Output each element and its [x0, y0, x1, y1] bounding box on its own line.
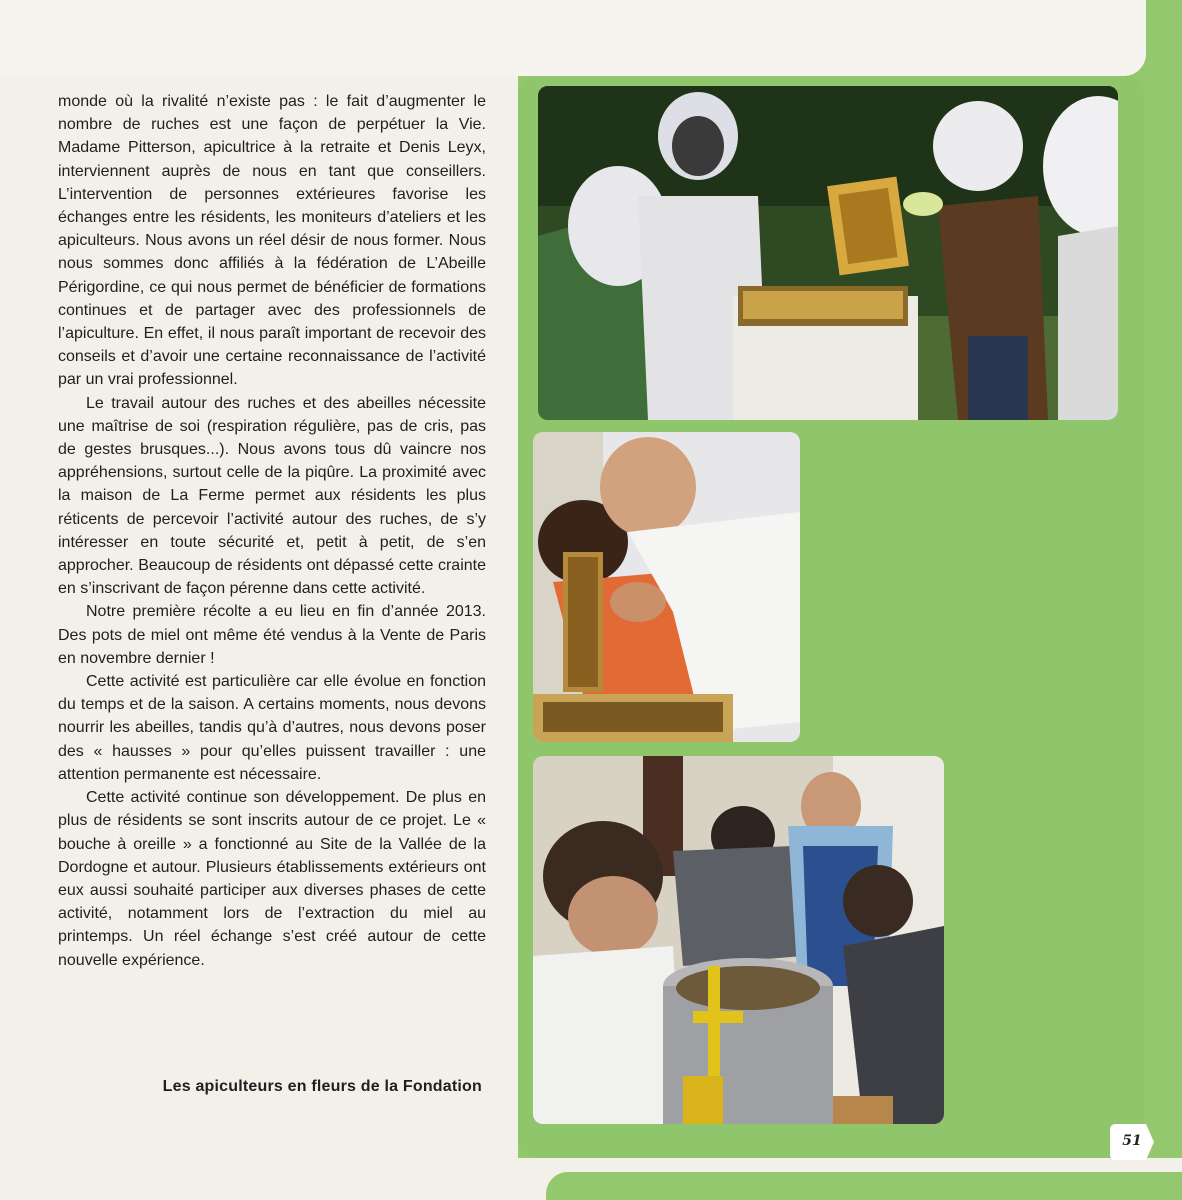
paragraph: Cette activité continue son développement. De plus en plus de résidents se sont inscrits autour de ce projet. Le « bouche à oreille » a fonctionné au Site de la Vallée de la Dordogne et autour. Plusieurs établissements extérieurs ont eux aussi souhaité participer aux diverses phases de cette activité, notamment lors de l’extraction du miel au printemps. Un réel échange s’est créé autour de cette nouvelle expérience.: [58, 789, 486, 969]
paragraph: monde où la rivalité n’existe pas : le fait d’augmenter le nombre de ruches est une façon de perpétuer la Vie. Madame Pitterson, apicultrice à la retraite et Denis Leyx, interviennent auprès de nous en tant que conseillers. L’intervention de personnes extérieures favorise les échanges entre les résidents, les moniteurs d’ateliers et les apiculteurs. Nous avons un réel désir de nous former. Nous nous sommes donc affiliés à la fédération de L’Abeille Périgordine, ce qui nous permet de bénéficier de formations continues et de partager avec des professionnels de l’apiculture. En effet, il nous paraît important de recevoir des conseils et d’avoir une certaine reconnaissance de l’activité par un vrai professionnel.: [58, 93, 486, 389]
paragraph: Le travail autour des ruches et des abeilles nécessite une maîtrise de soi (respiration régulière, pas de cris, pas de gestes brusques...). Nous avons tous dû vaincre nos appréhensions, surtout celle de la piqûre. La proximité avec la maison de La Ferme permet aux résidents les plus réticents de percevoir l’activité autour des ruches, de s’y intéresser en toute sécurité et, petit à petit, de s’en approcher. Beaucoup de résidents ont dépassé cette crainte en s’inscrivant de façon pérenne dans cette activité.: [58, 394, 486, 598]
photo-honey-extractor: [533, 756, 944, 1124]
article-signature: Les apiculteurs en fleurs de la Fondation: [162, 1078, 482, 1095]
page-number-badge: [1110, 1124, 1154, 1160]
article-body: [58, 90, 486, 972]
photo-frame-inspection: [533, 432, 800, 742]
bottom-green-tab: [546, 1172, 1182, 1200]
paragraph: Notre première récolte a eu lieu en fin d’année 2013. Des pots de miel ont même été vendus à la Vente de Paris en novembre dernier !: [58, 603, 486, 667]
top-page-edge: [0, 0, 1146, 76]
paragraph: Cette activité est particulière car elle évolue en fonction du temps et de la saison. A certains moments, nous devons nourrir les abeilles, tandis qu’à d’autres, nous devons poser des « hausses » pour qu’elles puissent travailler : une attention permanente est nécessaire.: [58, 673, 486, 783]
page-number: 51: [1122, 1133, 1142, 1149]
photo-beekeepers-hive: [538, 86, 1118, 420]
